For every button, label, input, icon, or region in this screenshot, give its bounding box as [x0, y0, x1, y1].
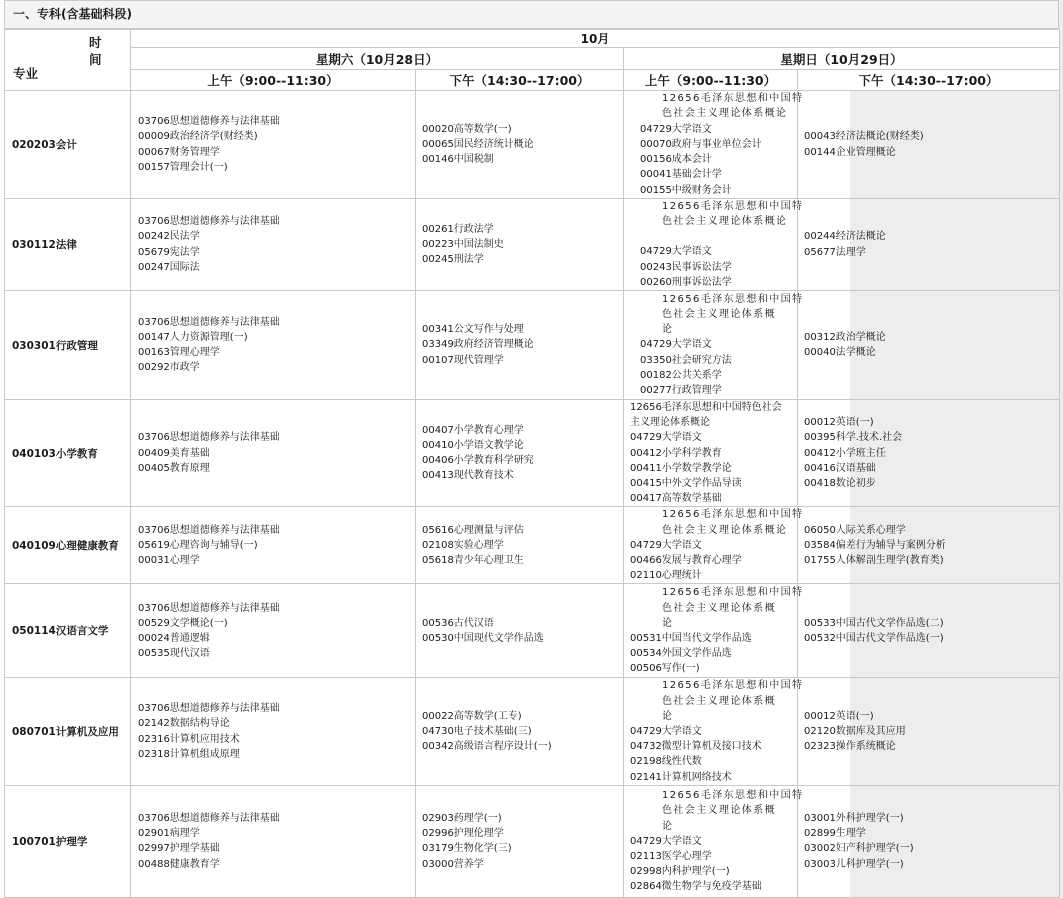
course-item: 00395科学.技术.社会: [804, 432, 903, 444]
course-item: 12656毛泽东思想和中国特: [662, 587, 804, 599]
cell-sat-pm: [416, 199, 624, 291]
table-row: [5, 400, 1060, 507]
cell-sat-pm: [416, 291, 624, 400]
course-item: 00020高等数学(一): [422, 123, 512, 135]
day-header-sunday: 星期日（10月29日）: [624, 48, 1060, 70]
course-item: 03706思想道德修养与法律基础: [138, 812, 280, 824]
course-item: 00065国民经济统计概论: [422, 138, 534, 150]
course-item: 04730电子技术基础(三): [422, 726, 532, 738]
course-item: 02141计算机网络技术: [630, 771, 732, 783]
day-header-saturday: 星期六（10月28日）: [131, 48, 624, 70]
course-item: 论: [662, 617, 674, 629]
cell-sun-pm: [798, 584, 1060, 678]
table-row: [5, 291, 1060, 400]
course-item: 02110心理统计: [630, 570, 702, 582]
course-item: 00009政治经济学(财经类): [138, 131, 258, 143]
course-item: 04729大学语文: [640, 123, 712, 135]
course-item: 02142数据结构导论: [138, 718, 230, 730]
major-name: 040103小学教育: [5, 400, 131, 507]
course-item: 00406小学教育科学研究: [422, 455, 534, 467]
cell-sat-pm: [416, 507, 624, 584]
course-item: 00041基础会计学: [640, 169, 722, 181]
spacer: [630, 229, 797, 244]
table-row: [5, 91, 1060, 199]
course-item: 论: [662, 324, 674, 336]
cell-sun-pm: [798, 507, 1060, 584]
course-item: 00535现代汉语: [138, 648, 210, 660]
course-item: 00536古代汉语: [422, 617, 494, 629]
course-item: 00532中国古代文学作品选(一): [804, 632, 944, 644]
course-item: 00341公文写作与处理: [422, 324, 524, 336]
course-item: 00260刑事诉讼法学: [640, 276, 732, 288]
course-item: 02903药理学(一): [422, 812, 502, 824]
course-item: 02198线性代数: [630, 756, 702, 768]
cell-sun-pm: [798, 678, 1060, 785]
course-item: 04729大学语文: [630, 835, 702, 847]
course-item: 00506写作(一): [630, 663, 700, 675]
major-name: 020203会计: [5, 91, 131, 199]
course-item: 12656毛泽东思想和中国特色社会: [630, 402, 782, 414]
course-item: 02997护理学基础: [138, 843, 220, 855]
cell-sun-am: [624, 507, 804, 584]
course-item: 00418数论初步: [804, 478, 876, 490]
course-item: 03706思想道德修养与法律基础: [138, 216, 280, 228]
cell-sat-pm: [416, 91, 624, 199]
course-item: 02316计算机应用技术: [138, 733, 240, 745]
course-item: 00155中级财务会计: [640, 184, 732, 196]
course-item: 00405教育原理: [138, 462, 210, 474]
course-item: 论: [662, 820, 674, 832]
course-item: 02899生理学: [804, 828, 866, 840]
course-item: 色社会主义理论体系概论: [662, 216, 788, 228]
cell-sun-pm: [798, 199, 1060, 291]
course-item: 04729大学语文: [640, 246, 712, 258]
course-item: 03706思想道德修养与法律基础: [138, 703, 280, 715]
course-item: 色社会主义理论体系概: [662, 695, 776, 707]
cell-sat-am: [131, 678, 416, 785]
course-item: 04729大学语文: [630, 726, 702, 738]
corner-header: [5, 30, 131, 91]
course-item: 00024普通逻辑: [138, 632, 210, 644]
cell-sat-am: [131, 199, 416, 291]
course-item: 00261行政法学: [422, 223, 494, 235]
course-item: 02318计算机组成原理: [138, 748, 240, 760]
course-item: 00223中国法制史: [422, 238, 504, 250]
cell-sat-am: [131, 400, 416, 507]
cell-sat-am: [131, 584, 416, 678]
course-item: 00531中国当代文学作品选: [630, 632, 752, 644]
course-item: 05618青少年心理卫生: [422, 555, 524, 567]
corner-time-label-1: 时: [89, 35, 102, 50]
course-item: 00412小学班主任: [804, 447, 886, 459]
course-item: 00242民法学: [138, 231, 200, 243]
course-item: 00107现代管理学: [422, 354, 504, 366]
course-item: 03179生物化学(三): [422, 843, 512, 855]
course-item: 02113医学心理学: [630, 850, 712, 862]
course-item: 00415中外文学作品导读: [630, 478, 742, 490]
course-item: 04729大学语文: [630, 539, 702, 551]
course-item: 00312政治学概论: [804, 331, 886, 343]
course-item: 00043经济法概论(财经类): [804, 131, 924, 143]
course-item: 论: [662, 710, 674, 722]
course-item: 03706思想道德修养与法律基础: [138, 316, 280, 328]
course-item: 03000营养学: [422, 858, 484, 870]
course-item: 00157管理会计(一): [138, 161, 228, 173]
exam-schedule-table: [4, 29, 1060, 898]
major-name: 050114汉语言文学: [5, 584, 131, 678]
course-item: 03001外科护理学(一): [804, 812, 904, 824]
course-item: 主义理论体系概论: [630, 417, 710, 429]
course-item: 00466发展与教育心理学: [630, 555, 742, 567]
cell-sun-pm: [798, 291, 1060, 400]
table-row: [5, 507, 1060, 584]
major-name: 080701计算机及应用: [5, 678, 131, 785]
table-row: [5, 584, 1060, 678]
course-item: 02996护理伦理学: [422, 828, 504, 840]
course-item: 00410小学语文教学论: [422, 440, 524, 452]
course-item: 00292市政学: [138, 362, 200, 374]
course-item: 00534外国文学作品选: [630, 648, 732, 660]
course-item: 00488健康教育学: [138, 858, 220, 870]
course-item: 00012英语(一): [804, 417, 874, 429]
course-item: 00277行政管理学: [640, 385, 722, 397]
course-item: 12656毛泽东思想和中国特: [662, 509, 804, 521]
corner-time-label-2: 间: [89, 52, 102, 67]
cell-sat-am: [131, 291, 416, 400]
course-item: 色社会主义理论体系概论: [662, 524, 788, 536]
course-item: 03706思想道德修养与法律基础: [138, 432, 280, 444]
course-item: 00529文学概论(一): [138, 617, 228, 629]
course-item: 03350社会研究方法: [640, 354, 732, 366]
table-row: [5, 199, 1060, 291]
cell-sun-pm: [798, 91, 1060, 199]
course-item: 00182公共关系学: [640, 369, 722, 381]
course-item: 12656毛泽东思想和中国特: [662, 201, 804, 212]
course-item: 色社会主义理论体系概论: [662, 108, 788, 120]
slot-header-sun-pm: 下午（14:30--17:00）: [798, 70, 1060, 91]
slot-header-sat-pm: 下午（14:30--17:00）: [416, 70, 624, 91]
cell-sat-am: [131, 507, 416, 584]
cell-sat-pm: [416, 584, 624, 678]
cell-sat-am: [131, 785, 416, 897]
course-item: 02323操作系统概论: [804, 741, 896, 753]
course-item: 00416汉语基础: [804, 462, 876, 474]
course-item: 00146中国税制: [422, 154, 494, 166]
course-item: 00022高等数学(工专): [422, 710, 522, 722]
course-item: 色社会主义理论体系概: [662, 309, 776, 320]
cell-sun-pm: [798, 400, 1060, 507]
course-item: 03349政府经济管理概论: [422, 339, 534, 351]
course-item: 03584偏差行为辅导与案例分析: [804, 539, 946, 551]
course-item: 00342高级语言程序设计(一): [422, 741, 552, 753]
course-item: 03002妇产科护理学(一): [804, 843, 914, 855]
course-item: 05679宪法学: [138, 246, 200, 258]
course-item: 02998内科护理学(一): [630, 866, 730, 878]
course-item: 06050人际关系心理学: [804, 524, 906, 536]
course-item: 00411小学数学教学论: [630, 462, 732, 474]
course-item: 02108实验心理学: [422, 539, 504, 551]
course-item: 00409美育基础: [138, 447, 210, 459]
course-item: 03706思想道德修养与法律基础: [138, 524, 280, 536]
section-title: 一、专科(含基础科段): [4, 0, 1059, 29]
course-item: 00070政府与事业单位会计: [640, 138, 762, 150]
course-item: 00031心理学: [138, 555, 200, 567]
course-item: 00533中国古代文学作品选(二): [804, 617, 944, 629]
cell-sat-pm: [416, 400, 624, 507]
course-item: 02120数据库及其应用: [804, 726, 906, 738]
course-item: 00413现代教育技术: [422, 470, 514, 482]
cell-sun-pm: [798, 785, 1060, 897]
slot-header-sat-am: 上午（9:00--11:30）: [131, 70, 416, 91]
course-item: 12656毛泽东思想和中国特: [662, 680, 804, 692]
course-item: 00144企业管理概论: [804, 146, 896, 158]
course-item: 00147人力资源管理(一): [138, 331, 248, 343]
course-item: 00040法学概论: [804, 347, 876, 359]
cell-sun-am: [624, 91, 804, 199]
course-item: 02901病理学: [138, 828, 200, 840]
table-row: [5, 785, 1060, 897]
course-item: 00244经济法概论: [804, 231, 886, 243]
course-item: 04732微型计算机及接口技术: [630, 741, 762, 753]
course-item: 00163管理心理学: [138, 347, 220, 359]
cell-sat-pm: [416, 678, 624, 785]
cell-sun-am: [624, 291, 804, 400]
course-item: 02864微生物学与免疫学基础: [630, 881, 762, 893]
course-item: 12656毛泽东思想和中国特: [662, 93, 804, 105]
course-item: 04729大学语文: [640, 339, 712, 351]
corner-major-label: 专业: [13, 66, 39, 81]
cell-sun-am: [624, 678, 804, 785]
month-header: 10月: [131, 30, 1060, 48]
course-item: 00012英语(一): [804, 710, 874, 722]
course-item: 00407小学教育心理学: [422, 424, 524, 436]
slot-header-sun-am: 上午（9:00--11:30）: [624, 70, 798, 91]
course-item: 00412小学科学教育: [630, 447, 722, 459]
course-item: 00243民事诉讼法学: [640, 261, 732, 273]
course-item: 12656毛泽东思想和中国特: [662, 790, 804, 802]
course-item: 05616心理测量与评估: [422, 524, 524, 536]
course-item: 色社会主义理论体系概: [662, 602, 776, 614]
cell-sun-am: [624, 400, 798, 507]
cell-sun-am: [624, 199, 804, 291]
course-item: 00156成本会计: [640, 154, 712, 166]
table-row: [5, 678, 1060, 785]
cell-sat-am: [131, 91, 416, 199]
cell-sun-am: [624, 785, 804, 897]
course-item: 03003儿科护理学(一): [804, 858, 904, 870]
course-item: 03706思想道德修养与法律基础: [138, 602, 280, 614]
course-item: 05677法理学: [804, 246, 866, 258]
course-item: 12656毛泽东思想和中国特: [662, 293, 804, 305]
course-item: 01755人体解剖生理学(教育类): [804, 555, 944, 567]
course-item: 00247国际法: [138, 261, 200, 273]
major-name: 030112法律: [5, 199, 131, 291]
course-item: 04729大学语文: [630, 432, 702, 444]
schedule-rows: [5, 91, 1060, 898]
course-item: 03706思想道德修养与法律基础: [138, 116, 280, 128]
course-item: 00245刑法学: [422, 254, 484, 266]
course-item: 00417高等数学基础: [630, 493, 722, 505]
major-name: 040109心理健康教育: [5, 507, 131, 584]
course-item: 00530中国现代文学作品选: [422, 632, 544, 644]
cell-sun-am: [624, 584, 804, 678]
major-name: 030301行政管理: [5, 291, 131, 400]
course-item: 00067财务管理学: [138, 146, 220, 158]
cell-sat-pm: [416, 785, 624, 897]
major-name: 100701护理学: [5, 785, 131, 897]
course-item: 05619心理咨询与辅导(一): [138, 539, 258, 551]
course-item: 色社会主义理论体系概: [662, 805, 776, 817]
